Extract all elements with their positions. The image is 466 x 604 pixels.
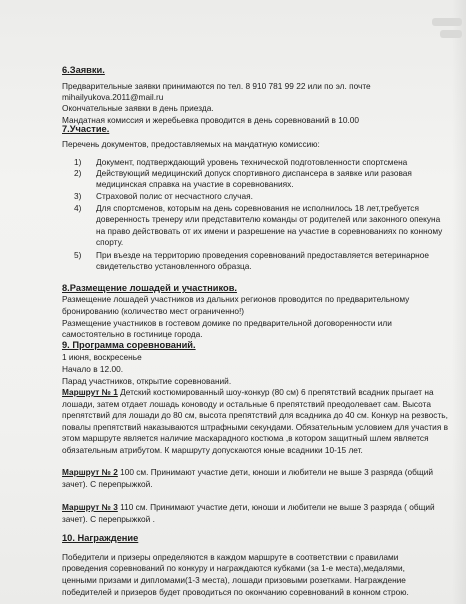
section-6-email: mihailyukova.2011@mail.ru <box>62 92 164 102</box>
route-1-label: Маршрут № 1 <box>62 387 118 397</box>
doc-list-item <box>74 191 253 201</box>
list-text: свидетельство установленного образца. <box>96 261 252 271</box>
section-9-line: 1 июня, воскресенье <box>62 352 142 362</box>
route-1-first-line <box>62 387 434 397</box>
section-6-heading: 6.Заявки. <box>62 65 105 75</box>
section-8-line: Размещение участников в гостевом домике по предварительной договоренности или <box>62 318 392 328</box>
section-6-line: Предварительные заявки принимаются по тел. 8 910 781 99 22 или по эл. почте <box>62 81 371 91</box>
section-9-line: Начало в 12.00. <box>62 364 123 374</box>
route-2-text: 100 см. Принимают участие дети, юноши и любители не выше 3 разряда (общий <box>117 467 433 477</box>
route-1-text: Детский костюмированный шоу-конкур (80 см) 6 препятствий всадник прыгает на <box>117 387 434 397</box>
route-1-line: препятствий для лошади до 80 см, высота препятствий для всадника до 40 см. Конкур на резвость, <box>62 410 448 420</box>
list-number: 5) <box>74 250 82 260</box>
page-edge-shadow <box>452 0 466 604</box>
section-7-heading: 7.Участие. <box>62 124 110 134</box>
list-text: медицинская справка на участие в соревнованиях. <box>96 179 294 189</box>
section-7-intro: Перечень документов, предоставляемых на мандатную комиссию: <box>62 139 320 149</box>
list-number: 3) <box>74 191 82 201</box>
list-number: 2) <box>74 168 82 178</box>
list-text: Для спортсменов, которым на день соревнования не исполнилось 18 лет,требуется <box>96 203 419 213</box>
section-8-line: бронированию (количество мест ограниченно!) <box>62 306 245 316</box>
route-3-first-line <box>62 502 435 512</box>
route-2-label: Маршрут № 2 <box>62 467 118 477</box>
route-1-line: этом маршруте является наличие маскарадного костюма ,в котором защитный шлем является <box>62 433 429 443</box>
list-text: Документ, подтверждающий уровень технической подготовленности спортсмена <box>96 157 408 167</box>
list-text: При въезде на территорию проведения соревнований предоставляется ветеринарное <box>96 250 429 260</box>
doc-list-item <box>74 157 408 167</box>
section-8-line: самостоятельно в гостинице города. <box>62 329 203 339</box>
route-2-first-line <box>62 467 433 477</box>
route-1-line: лошади, затем отдает лошадь коноводу и остальные 6 препятствий преодолевает сам. Высота <box>62 399 431 409</box>
page-corner-mark <box>440 30 462 38</box>
list-text: на право действовать от их имени и разрешение на участие в соревнованиях по конному <box>96 226 443 236</box>
section-6-line: Мандатная комиссия и жеребьевка проводится в день соревнований в 10.00 <box>62 115 359 125</box>
list-text: спорту. <box>96 237 124 247</box>
section-10-heading: 10. Награждение <box>62 533 139 543</box>
section-8-heading: 8.Размещение лошадей и участников. <box>62 283 238 293</box>
section-10-line: ценными призами и дипломами(1-3 места), лошади призовыми розетками. Награждение <box>62 575 406 585</box>
doc-list-item <box>74 250 429 271</box>
list-text: доверенность тренеру или представителю команды от родителей или законного опекуна <box>96 214 441 224</box>
route-1-line: обязательным атрибутом. К маршруту допускаются юные всадники 10-15 лет. <box>62 445 363 455</box>
route-3-label: Маршрут № 3 <box>62 502 118 512</box>
list-text: Страховой полис от несчастного случая. <box>96 191 253 201</box>
list-text: Действующий медицинский допуск спортивного диспансера в заявке или разовая <box>96 168 412 178</box>
section-10-line: победителей и призеров будет проводиться по окончанию соревнований в конном строю. <box>62 587 409 597</box>
route-2-line: зачет). С перепрыжкой. <box>62 479 153 489</box>
doc-list-item <box>74 168 412 189</box>
list-number: 1) <box>74 157 82 167</box>
list-number: 4) <box>74 203 82 213</box>
section-8-line: Размещение лошадей участников из дальних регионов проводится по предварительному <box>62 294 410 304</box>
route-1-line: повалы препятствий наказываются штрафными секундами. Обязательным условием для участия в <box>62 422 449 432</box>
section-10-line: Победители и призеры определяются в каждом маршруте в соответствии с правилами <box>62 552 399 562</box>
section-10-line: проведения соревнований по конкуру и награждаются кубками (за 1-е места),медалями, <box>62 563 405 573</box>
section-9-line: Парад участников, открытие соревнований. <box>62 376 232 386</box>
doc-list-item <box>74 203 443 247</box>
section-6-line: Окончательные заявки в день приезда. <box>62 103 214 113</box>
page-corner-mark <box>432 18 462 26</box>
route-3-text: 110 см. Принимают участие дети, юноши и любители не выше 3 разряда ( общий <box>117 502 435 512</box>
section-9-heading: 9. Программа соревнований. <box>62 340 196 350</box>
route-3-line: зачет). С перепрыжкой . <box>62 514 155 524</box>
